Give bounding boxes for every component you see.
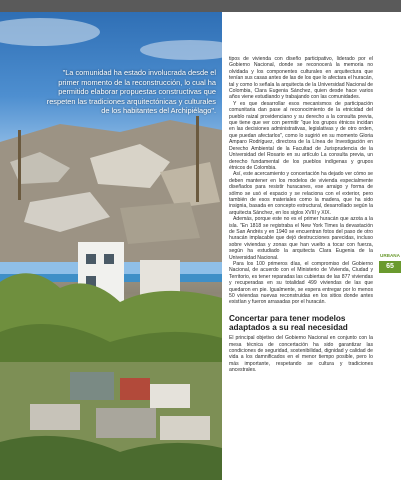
top-bar — [0, 0, 401, 12]
section-heading: Concertar para tener modelos adaptados a su real necesidad — [229, 313, 348, 333]
article-body — [229, 56, 373, 374]
paragraph: tipos de vivienda con diseño participativo, liderado por el Gobierno Nacional, donde se reconocerá la memoria no olvidada y los componentes culturales en arquitectura que tenían sus casas antes de las de los que lo afectara el huracán, tal y como lo señala la arquitecta de la Universidad Nacional de Colombia, Clara Eugenia Sánchez, quien desde hace varios años viene estudiando y trabajando con las comunidades. — [229, 56, 373, 101]
paragraph: Para los 100 primeros días, el compromiso del Gobierno Nacional, de acuerdo con el Ministerio de Vivienda, Ciudad y Territorio, es tener reparadas las cubiertas de las 877 viviendas y recuperadas en su totalidad 499 viviendas de las que quedaron en pie. Igualmente, se espera entregar por lo menos 50 viviendas nuevas reconstruidas en los sitios donde antes existían y fueron arrasadas por el huracán. — [229, 261, 373, 306]
hurricane-damage-photo — [0, 12, 222, 480]
section-label: URBANA — [380, 253, 400, 258]
closing-paragraph: El principal objetivo del Gobierno Nacional en conjunto con la mesa técnica de concertación ha sido garantizar las condiciones de seguridad, sostenibilidad, dignidad y calidad de vida a los damnificados en el menor tiempo posible, pero lo más importante, respetando se cultura y tradiciones ancestrales. — [229, 335, 373, 374]
paragraph: Así, este acercamiento y concertación ha dejado ver cómo se deben mantener en los modelos de vivienda especialmente diseñados para resistir huracanes, ese arraigo y forma de sólmo se usó el espacio y se relaciona con el exterior, pero también de esos materiales como la madera, que ha sido insignia, basada en concepto estructural, desarrollado según la arquitecta Sánchez, en los siglos XVIII y XIX. — [229, 171, 373, 216]
page-number: 65 — [379, 261, 401, 273]
paragraph: Además, porque este no es el primer huracán que azota a la isla. "En 1818 se registraba el New York Times la devastación de San Andrés y en 1940 se encuentran fotos del paso de otro huracán implacable que dejó destrucciones parecidas, incluso sobre viviendas y zonas que han vuelto a tocar con fuerza, según ha estudiado la arquitecta Clara Eugenia de la Universidad Nacional. — [229, 216, 373, 261]
paragraph: Y es que desarrollar esos mecanismos de participación comunitaria dan pase al reconocimiento de la etnicidad del pueblo raizal providenciano y su derecho a la consulta previa, que tiene que ver con permitir "que los grupos étnicos incidan en las decisiones administrativas, legislativas y de otro orden, que puedan afectarlos", como lo sugirió en su momento Gloria Amparo Rodríguez, directora de la Línea de Investigación en Derecho Ambiental de la Facultad de Jurisprudencia de la Universidad del Rosario en su artículo La consulta previa, un derecho fundamental de los pueblos indígenas y grupos étnicos de Colombia. — [229, 100, 373, 171]
pull-quote: "La comunidad ha estado involucrada desde el primer momento de la reconstrucción, lo cual ha permitido elaborar propuestas constructivas que respeten las tradiciones arquitectónicas y culturales de los habitantes del Archipiélago". — [46, 68, 216, 116]
